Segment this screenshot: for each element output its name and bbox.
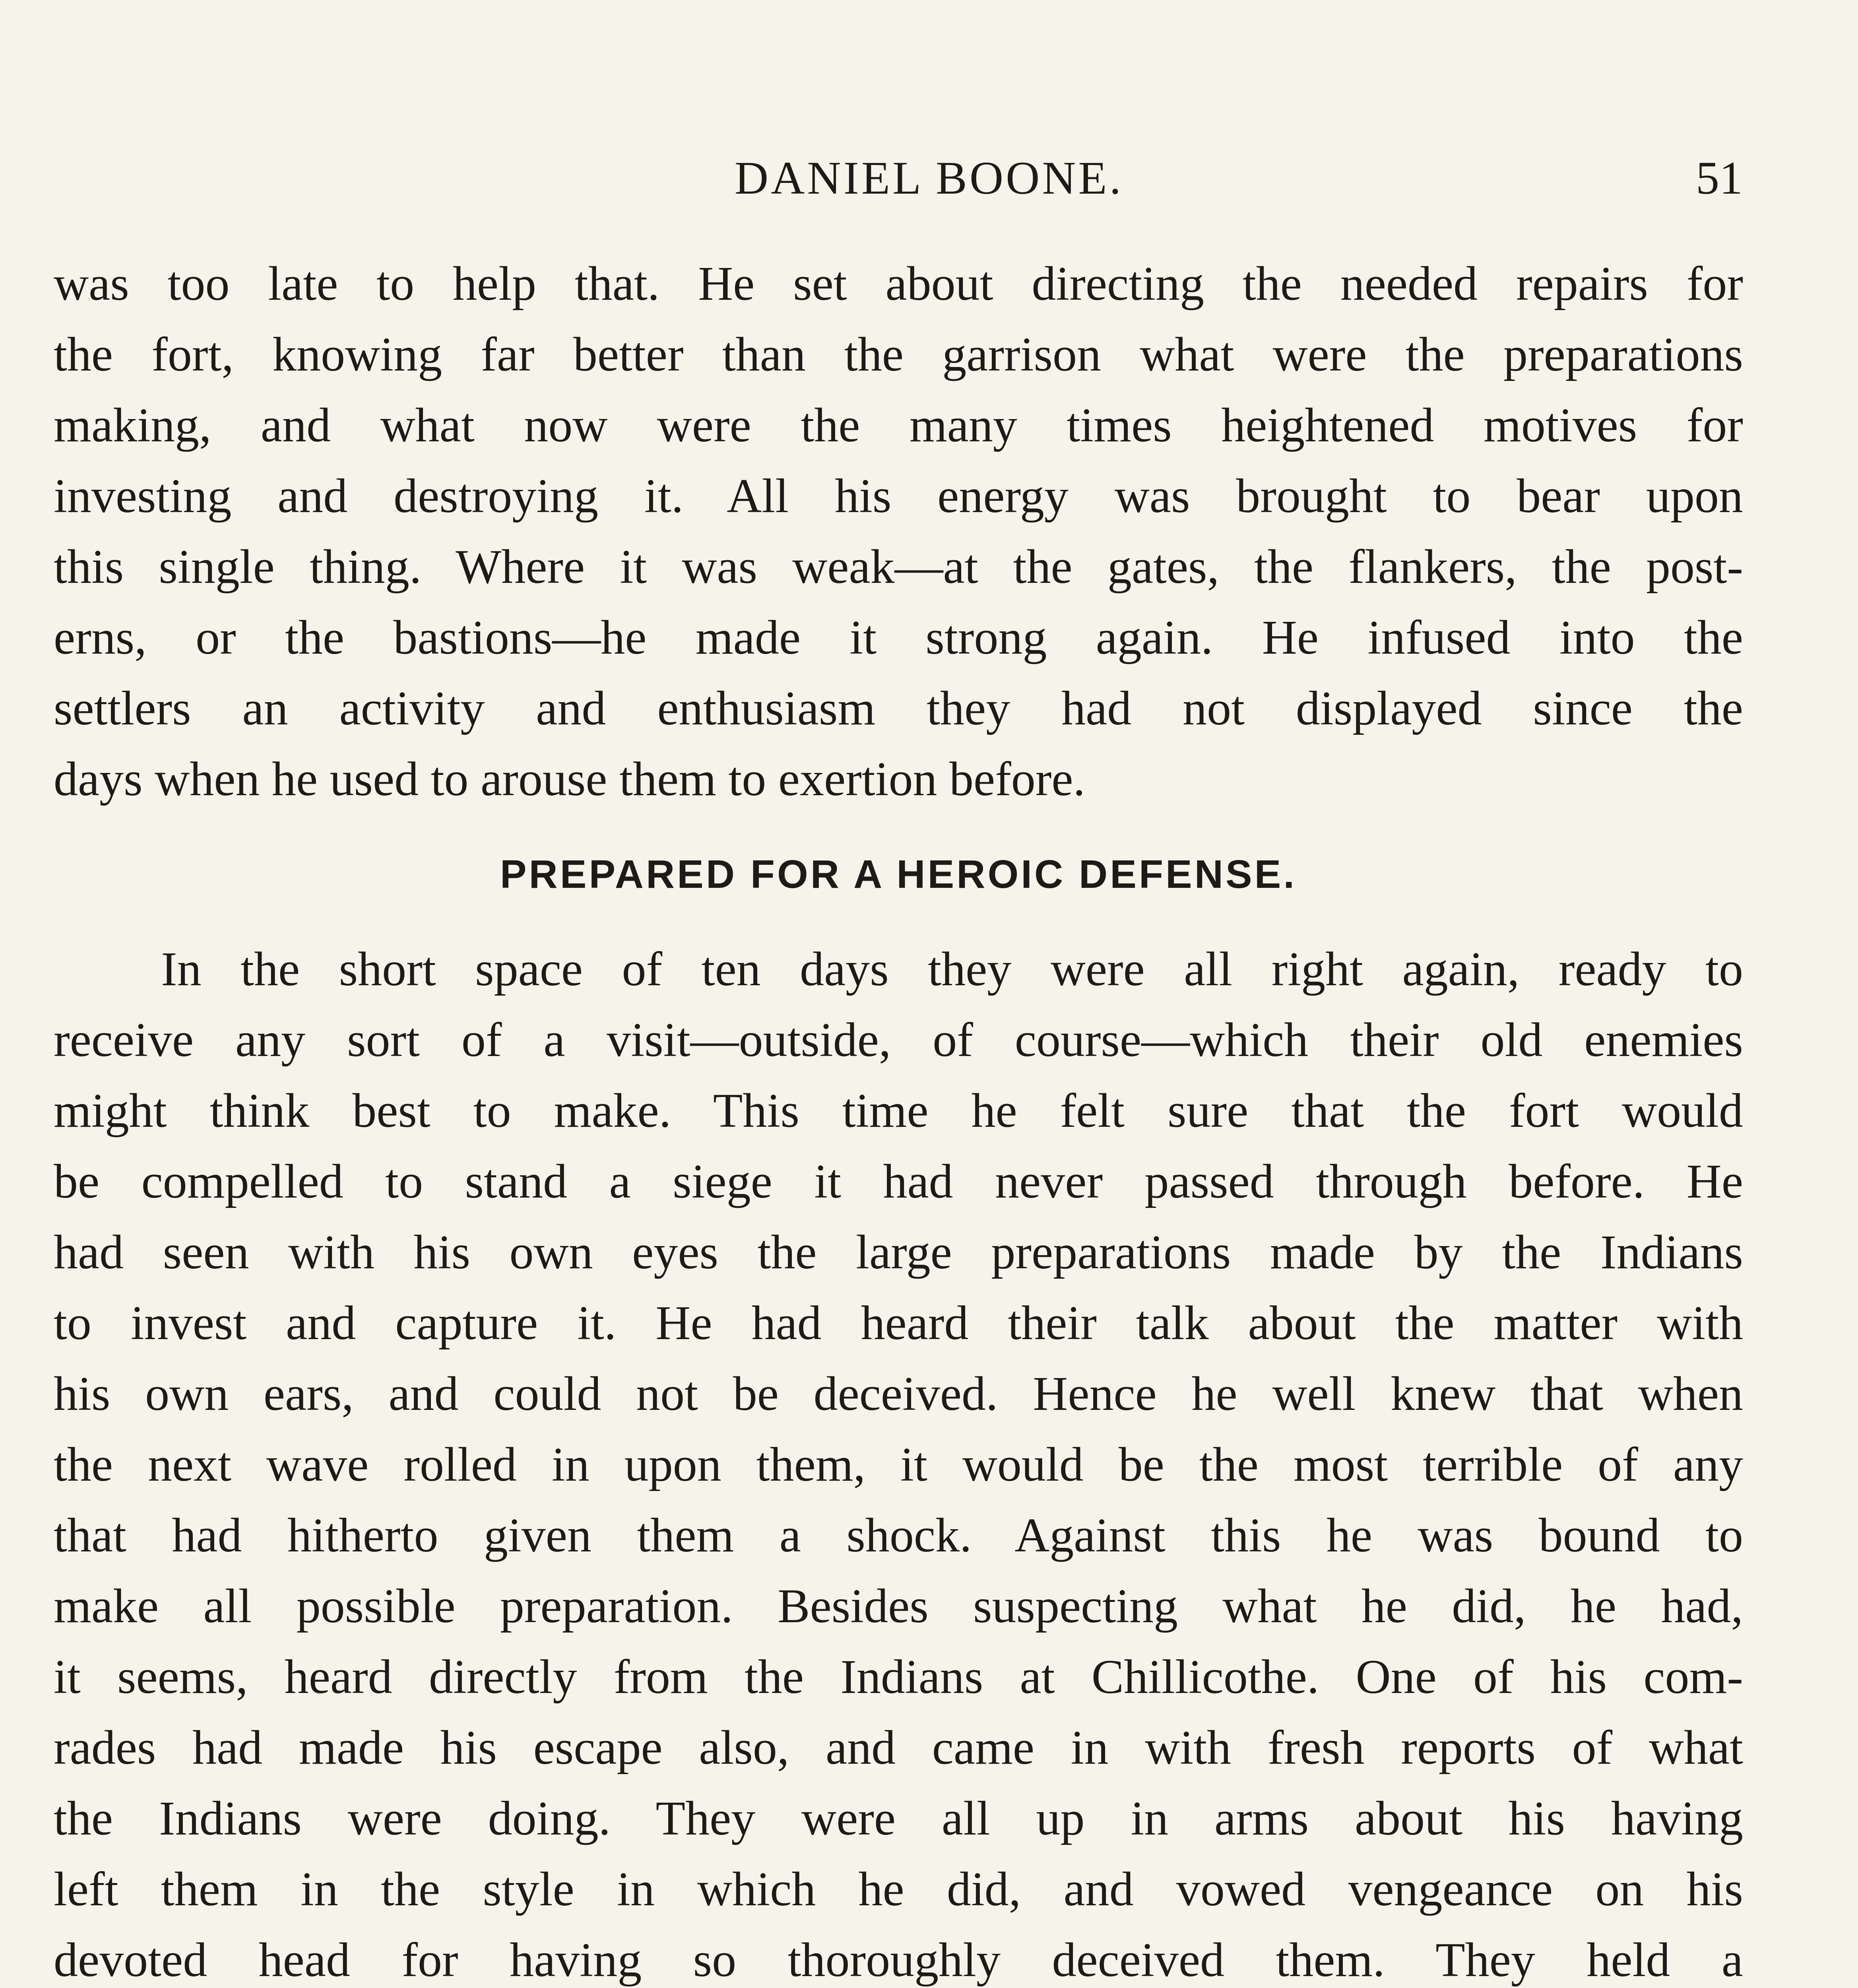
text-line: it seems, heard directly from the Indians at Chillicothe. One of his com- xyxy=(54,1650,1743,1704)
text-line: making, and what now were the many times heightened motives for xyxy=(54,398,1743,452)
text-line: this single thing. Where it was weak—at the gates, the flankers, the post- xyxy=(54,540,1743,594)
text-line: receive any sort of a visit—outside, of course—which their old enemies xyxy=(54,1013,1743,1067)
text-line: was too late to help that. He set about directing the needed repairs for xyxy=(54,257,1743,311)
running-head xyxy=(0,151,1858,223)
paragraph-1 xyxy=(54,248,1743,815)
text-line: In the short space of ten days they were all right again, ready to xyxy=(161,942,1743,996)
page-number: 51 xyxy=(1696,152,1743,204)
text-line: left them in the style in which he did, and vowed vengeance on his xyxy=(54,1862,1743,1916)
text-line: be compelled to stand a siege it had never passed through before. He xyxy=(54,1155,1743,1208)
section-heading: PREPARED FOR A HEROIC DEFENSE. xyxy=(500,852,1297,897)
text-line: make all possible preparation. Besides suspecting what he did, he had, xyxy=(54,1579,1743,1633)
paragraph-2 xyxy=(54,934,1743,1988)
text-line: investing and destroying it. All his energy was brought to bear upon xyxy=(54,469,1743,523)
text-line: the next wave rolled in upon them, it would be the most terrible of any xyxy=(54,1438,1743,1491)
text-line: had seen with his own eyes the large preparations made by the Indians xyxy=(54,1225,1743,1279)
text-line: that had hitherto given them a shock. Against this he was bound to xyxy=(54,1508,1743,1562)
text-line: to invest and capture it. He had heard their talk about the matter with xyxy=(54,1296,1743,1350)
text-line: rades had made his escape also, and came in with fresh reports of what xyxy=(54,1721,1743,1774)
text-line: days when he used to arouse them to exertion before. xyxy=(54,752,1086,806)
text-line: might think best to make. This time he felt sure that the fort would xyxy=(54,1084,1743,1138)
text-line: devoted head for having so thoroughly deceived them. They held a xyxy=(54,1933,1743,1987)
text-line: the Indians were doing. They were all up in arms about his having xyxy=(54,1792,1743,1845)
text-line: erns, or the bastions—he made it strong again. He infused into the xyxy=(54,611,1743,664)
text-line: settlers an activity and enthusiasm they had not displayed since the xyxy=(54,681,1743,735)
text-line: his own ears, and could not be deceived. Hence he well knew that when xyxy=(54,1367,1743,1421)
text-line: the fort, knowing far better than the garrison what were the preparations xyxy=(54,328,1743,381)
running-title: DANIEL BOONE. xyxy=(734,152,1124,204)
body-text xyxy=(54,248,1743,1988)
